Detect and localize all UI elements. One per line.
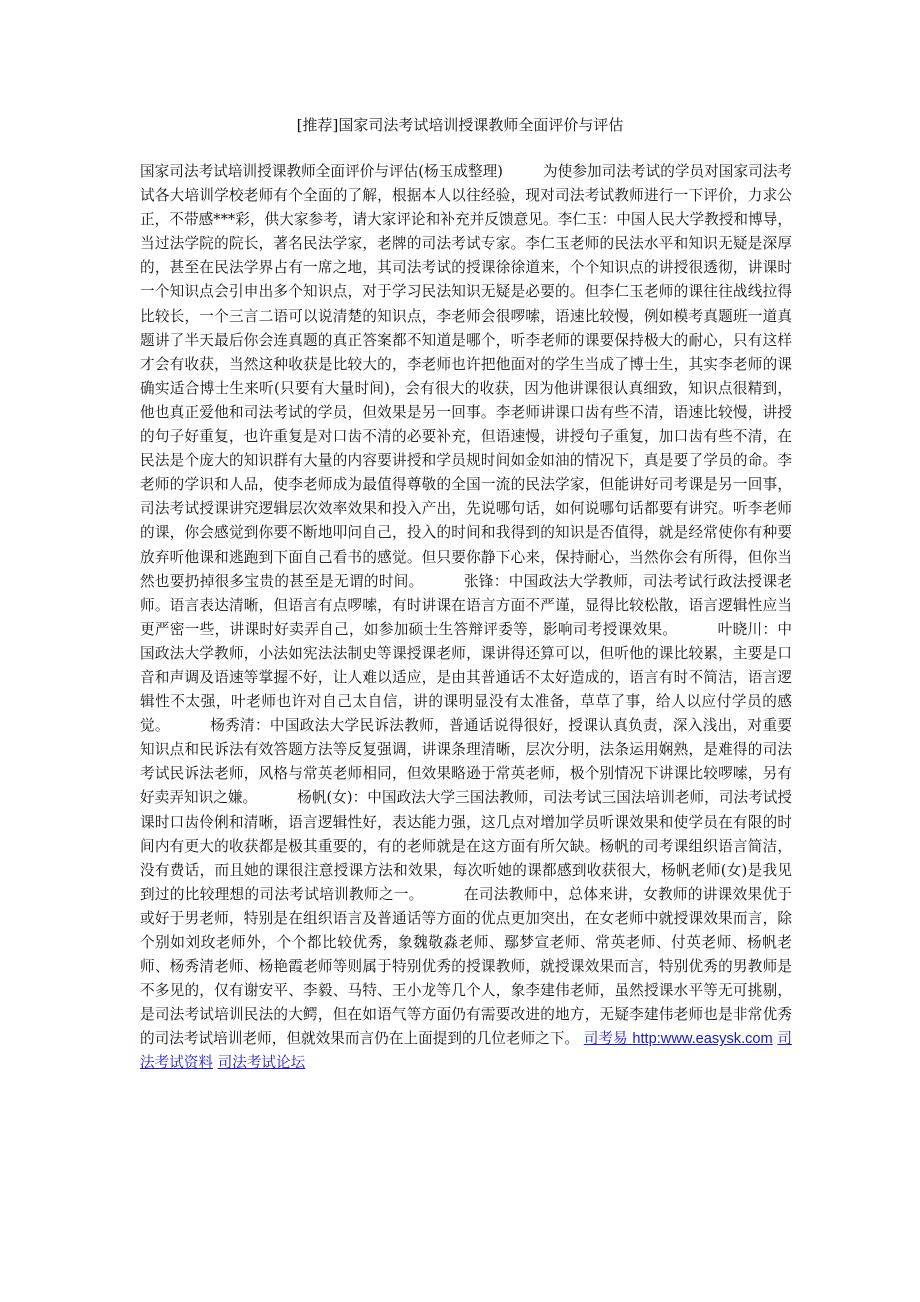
document-title: [推荐]国家司法考试培训授课教师全面评价与评估 xyxy=(296,116,624,134)
document-body xyxy=(140,160,792,1076)
body-segment: 张锋：中国政法大学教师，司法考试行政法授课老师。语言表达清晰，但语言有点啰嗦，有时讲课在语言方面不严谨，显得比较松散，语言逻辑性应当更严密一些，讲课时好卖弄自己，如参加硕士生答辩评委等，影响司考授课效果。 xyxy=(140,572,792,638)
link-easysk-url: http:www.easysk.com xyxy=(632,1031,773,1048)
body-segment: 为使参加司法考试的学员对国家司法考试各大培训学校老师有个全面的了解，根据本人以往经验，现对司法考试教师进行一下评价，力求公正，不带感***彩，供大家参考，请大家评论和补充并反馈意见。李仁玉：中国人民大学教授和博导，当过法学院的院长，著名民法学家，老牌的司法考试专家。李仁玉老师的民法水平和知识无疑是深厚的，甚至在民法学界占有一席之地，其司法考试的授课徐徐道来，个个知识点的讲授很透彻，讲课时一个知识点会引申出多个知识点，对于学习民法知识无疑是必要的。但李仁玉老师的课往往战线拉得比较长，一个三言二语可以说清楚的知识点，李老师会很啰嗦，语速比较慢，例如模考真题班一道真题讲了半天最后你会连真题的真正答案都不知道是哪个，听李老师的课要保持极大的耐心，只有这样才会有收获，当然这种收获是比较大的，李老师也许把他面对的学生当成了博士生，其实李老师的课确实适合博士生来听(只要有大量时间)，会有很大的收获，因为他讲课很认真细致，知识点很精到，他也真正爱他和司法考试的学员，但效果是另一回事。李老师讲课口齿有些不清，语速比较慢，讲授的句子好重复，也许重复是对口齿不清的必要补充，但语速慢，讲授句子重复，加口齿有些不清，在民法是个庞大的知识群有大量的内容要讲授和学员规时间如金如油的情况下，真是要了学员的命。李老师的学识和人品，使李老师成为最值得尊敬的全国一流的民法学家，但能讲好司考课是另一回事，司法考试授课讲究逻辑层次效率效果和投入产出，先说哪句话，如何说哪句话都要有讲究。听李老师的课，你会感觉到你要不断地叩问自己，投入的时间和我得到的知识是否值得，就是经常使你有种要放弃听他课和逃跑到下面自己看书的感觉。但只要你静下心来，保持耐心，当然你会有所得，但你当然也要扔掉很多宝贵的甚至是无谓的时间。 xyxy=(140,163,792,590)
link-exam-materials[interactable]: 司法考试资料 xyxy=(140,1030,792,1072)
body-segment: 杨帆(女)：中国政法大学三国法教师，司法考试三国法培训老师，司法考试授课时口齿伶俐和清晰，语言逻辑性好，表达能力强，这几点对增加学员听课效果和使学员在有限的时间内有更大的收获都是极其重要的，有的老师就是在这方面有所欠缺。杨帆的司考课组织语言简洁，没有费话，而且她的课很注意授课方法和效果，每次听她的课都感到收获很大，杨帆老师(女)是我见到过的比较理想的司法考试培训教师之一。 xyxy=(140,789,792,903)
link-easysk[interactable] xyxy=(584,1030,773,1047)
body-segment: 杨秀清：中国政法大学民诉法教师，普通话说得很好，授课认真负责，深入浅出，对重要知识点和民诉法有效答题方法等反复强调，讲课条理清晰，层次分明，法条运用娴熟，是难得的司法考试民诉法老师，风格与常英老师相同，但效果略逊于常英老师，极个别情况下讲课比较啰嗦，另有好卖弄知识之嫌。 xyxy=(140,717,792,807)
link-easysk-label: 司考易 xyxy=(583,1030,628,1048)
body-segment: 在司法教师中，总体来讲，女教师的讲课效果优于或好于男老师，特别是在组织语言及普通话等方面的优点更加突出，在女老师中就授课效果而言，除个别如刘玫老师外，个个都比较优秀，象魏敬淼老师、鄢梦宣老师、常英老师、付英老师、杨帆老师、杨秀清老师、杨艳霞老师等则属于特别优秀的授课教师，就授课效果而言，特别优秀的男教师是不多见的，仅有谢安平、李毅、马特、王小龙等几个人，象李建伟老师，虽然授课水平等无可挑剔，是司法考试培训民法的大鳄，但在如语气等方面仍有需要改进的地方，无疑李建伟老师也是非常优秀的司法考试培训老师，但就效果而言仍在上面提到的几位老师之下。 xyxy=(140,885,792,1048)
link-exam-forum[interactable]: 司法考试论坛 xyxy=(217,1054,306,1072)
body-segment: 国家司法考试培训授课教师全面评价与评估(杨玉成整理) xyxy=(140,163,503,180)
body-segment: 叶晓川：中国政法大学教师，小法如宪法法制史等课授课老师，课讲得还算可以，但听他的课比较累，主要是口音和声调及语速等掌握不好，让人难以适应，是由其普通话不太好造成的，语言有时不简洁，语言逻辑性不太强，叶老师也许对自己太自信，讲的课明显没有太准备，草草了事，给人以应付学员的感觉。 xyxy=(140,620,792,735)
